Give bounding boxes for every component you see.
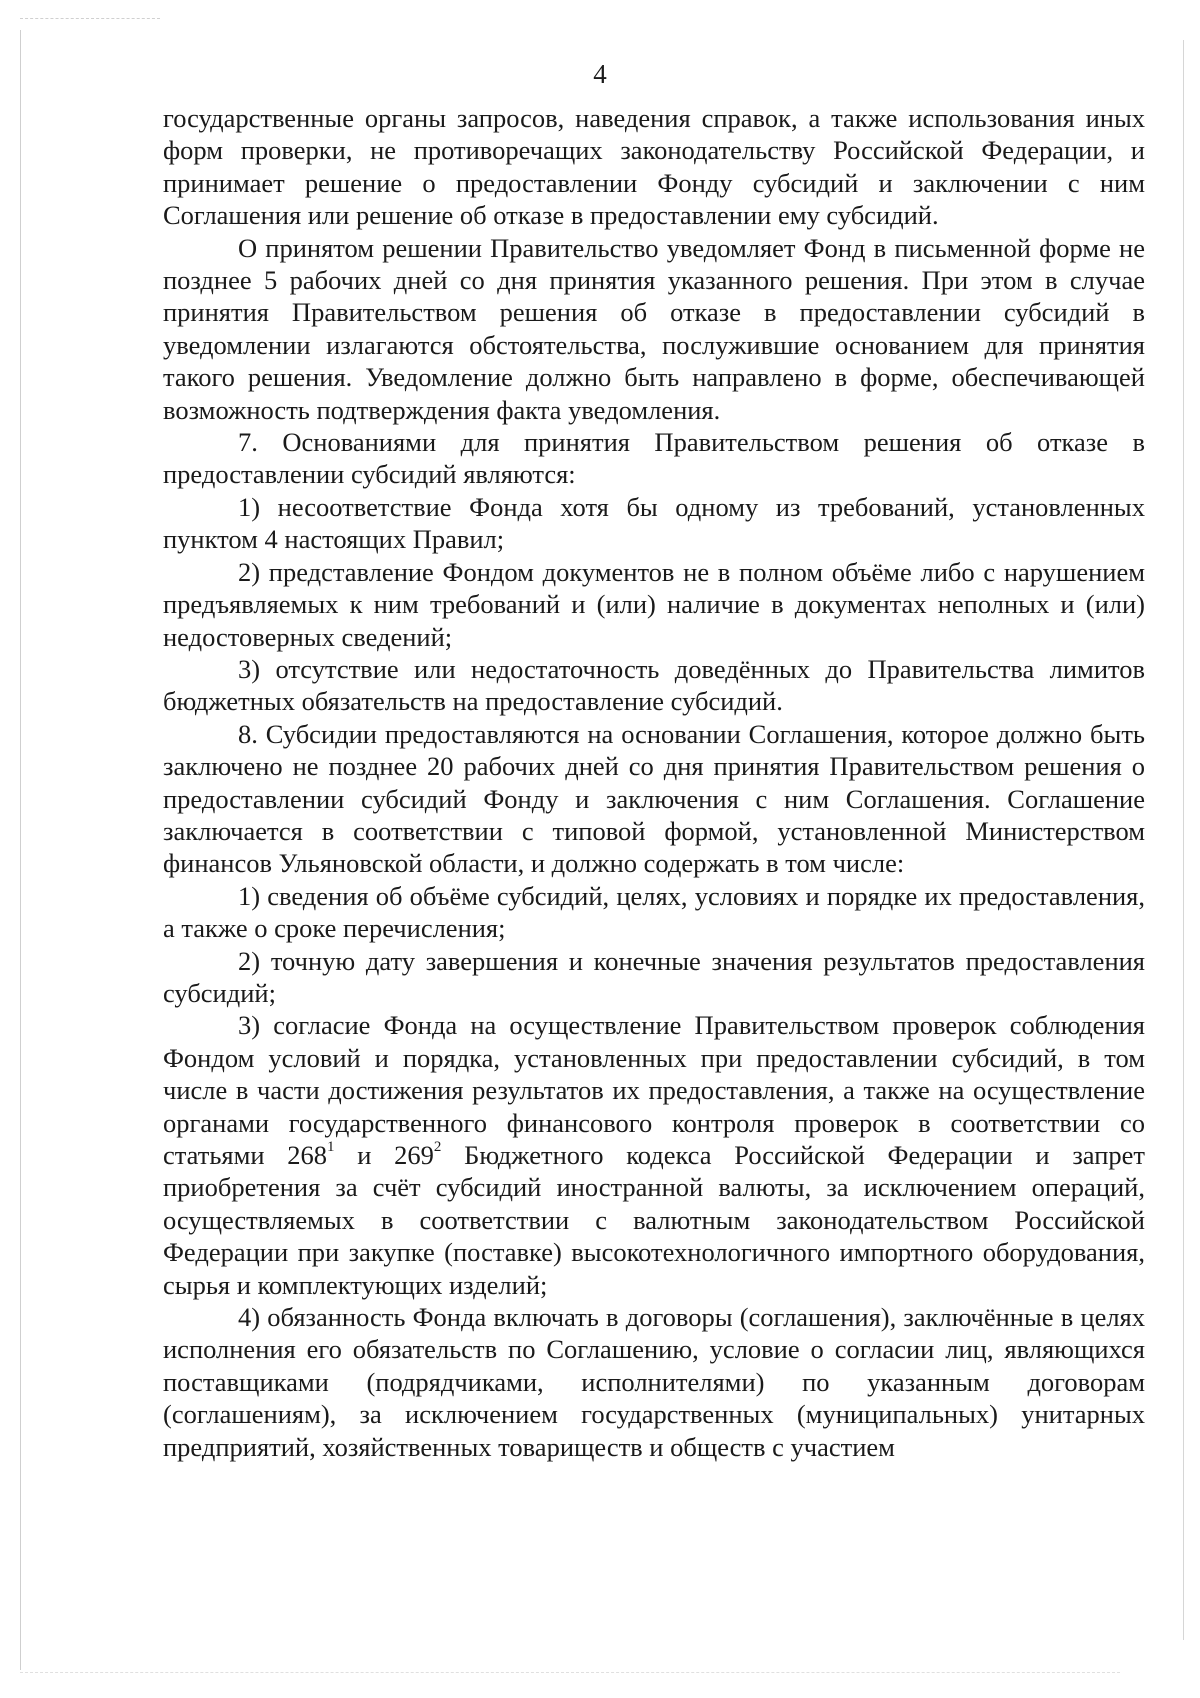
paragraph-7-2: 2) представление Фондом документов не в полном объёме либо с нарушением предъявляемых к ним требований и (или) наличие в документах неполных и (или) недостоверных сведений; [163, 556, 1145, 652]
paragraph-8-3-part1: 3) согласие Фонда на осуществление Правительством проверок соблюдения Фондом условий и порядка, установленных при предоставлении субсидий, в том числе в части достижения результатов их предоставления, а также на осуществление органами государственного финансового контроля проверок в соответствии со статьями 268 [163, 1010, 1145, 1170]
paragraph-8-3-part3: Бюджетного кодекса Российской Федерации и запрет приобретения за счёт субсидий иностранной валюты, за исключением операций, осуществляемых в соответствии с валютным законодательством Российской Федерации при закупке (поставке) высокотехнологичного импортного оборудования, сырья и комплектующих изделий; [163, 1140, 1145, 1300]
paragraph-continuation: государственные органы запросов, наведения справок, а также использования иных форм проверки, не противоречащих законодательству Российской Федерации, и принимает решение о предоставлении Фонду субсидий и заключении с ним Соглашения или решение об отказе в предоставлении ему субсидий. [163, 103, 1145, 231]
paragraph-8-4: 4) обязанность Фонда включать в договоры (соглашения), заключённые в целях исполнения его обязательств по Соглашению, условие о согласии лиц, являющихся поставщиками (подрядчиками, исполнителями) по указанным договорам (соглашениям), за исключением государственных (муниципальных) унитарных предприятий, хозяйственных товариществ и обществ с участием [163, 1302, 1145, 1462]
scan-edge-right [1183, 40, 1184, 1640]
scan-edge-bottom [20, 1672, 1120, 1674]
paragraph-8-1: 1) сведения об объёме субсидий, целях, условиях и порядке их предоставления, а также о сроке перечисления; [163, 880, 1145, 944]
scan-edge-left [20, 30, 21, 1670]
paragraph-8-2: 2) точную дату завершения и конечные значения результатов предоставления субсидий; [163, 945, 1145, 1008]
paragraph-7-3: 3) отсутствие или недостаточность доведённых до Правительства лимитов бюджетных обязательств на предоставление субсидий. [163, 653, 1145, 717]
paragraph-8-3-part2: и 269 [334, 1140, 434, 1170]
paragraph-7-1: 1) несоответствие Фонда хотя бы одному из требований, установленных пунктом 4 настоящих Правил; [163, 491, 1145, 555]
paragraph-notification: О принятом решении Правительство уведомляет Фонд в письменной форме не позднее 5 рабочих дней со дня принятия указанного решения. При этом в случае принятия Правительством решения об отказе в предоставлении субсидий в уведомлении излагаются обстоятельства, послужившие основанием для принятия такого решения. Уведомление должно быть направлено в форме, обеспечивающей возможность подтверждения факта уведомления. [163, 232, 1145, 425]
document-body [163, 102, 1145, 1463]
paragraph-item-8: 8. Субсидии предоставляются на основании Соглашения, которое должно быть заключено не позднее 20 рабочих дней со дня принятия Правительством решения о предоставлении субсидий Фонду и заключения с ним Соглашения. Соглашение заключается в соответствии с типовой формой, установленной Министерством финансов Ульяновской области, и должно содержать в том числе: [163, 718, 1145, 879]
paragraph-8-3 [163, 1009, 1145, 1301]
paragraph-item-7: 7. Основаниями для принятия Правительством решения об отказе в предоставлении субсидий являются: [163, 427, 1145, 490]
scan-edge-top [20, 18, 160, 20]
page-number: 4 [593, 59, 607, 89]
superscript-2: 2 [433, 1139, 442, 1156]
superscript-1: 1 [327, 1139, 335, 1156]
